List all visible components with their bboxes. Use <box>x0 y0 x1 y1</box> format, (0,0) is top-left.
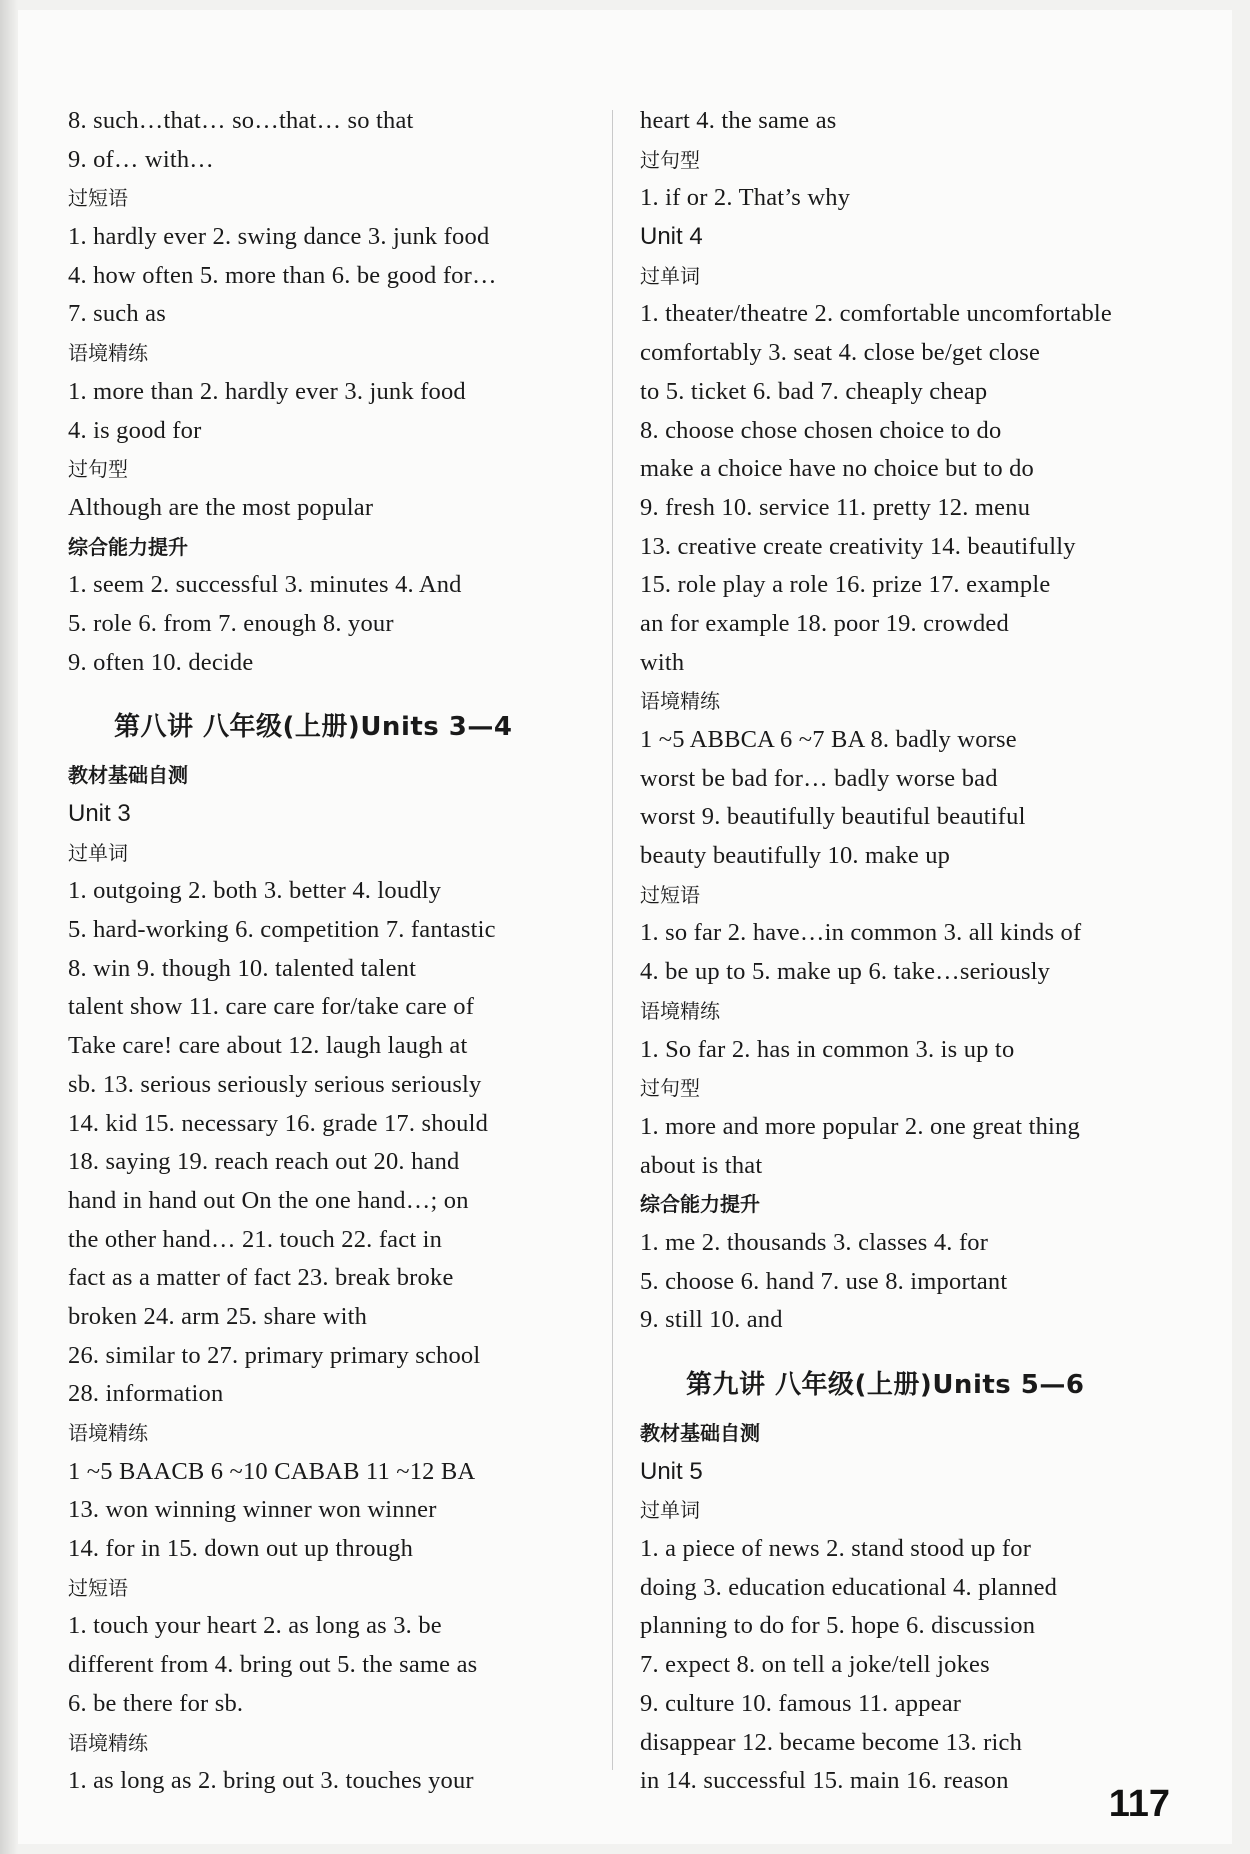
answer-line: 5. choose 6. hand 7. use 8. important <box>640 1267 1008 1295</box>
answer-line: 1. more and more popular 2. one great thing <box>640 1112 1080 1140</box>
answer-line: 1. me 2. thousands 3. classes 4. for <box>640 1228 989 1256</box>
answer-line: an for example 18. poor 19. crowded <box>640 609 1009 637</box>
answer-line: the other hand… 21. touch 22. fact in <box>68 1225 443 1253</box>
answer-line: beauty beautifully 10. make up <box>640 842 951 870</box>
answer-line: 1. outgoing 2. both 3. better 4. loudly <box>68 877 442 905</box>
answer-line: 14. kid 15. necessary 16. grade 17. should <box>68 1109 489 1137</box>
answer-line: worst be bad for… badly worse bad <box>640 764 998 792</box>
section-heading: 综合能力提升 <box>68 534 188 559</box>
answer-line: 26. similar to 27. primary primary school <box>68 1341 481 1369</box>
answer-line: 18. saying 19. reach reach out 20. hand <box>68 1148 460 1176</box>
answer-line: disappear 12. became become 13. rich <box>640 1728 1023 1756</box>
answer-line: 9. culture 10. famous 11. appear <box>640 1689 962 1717</box>
answer-line: 1. hardly ever 2. swing dance 3. junk food <box>68 223 490 251</box>
answer-line: fact as a matter of fact 23. break broke <box>68 1264 454 1292</box>
answer-line: 5. hard-working 6. competition 7. fantastic <box>68 916 496 944</box>
answer-line: 14. for in 15. down out up through <box>68 1535 414 1563</box>
answer-line: 9. of… with… <box>68 145 214 173</box>
left-column <box>68 102 608 1801</box>
answer-line: 9. still 10. and <box>640 1306 783 1334</box>
section-heading: 综合能力提升 <box>640 1192 760 1217</box>
binding-shadow <box>0 0 18 1854</box>
answer-line: different from 4. bring out 5. the same as <box>68 1651 478 1679</box>
section-label: 语境精练 <box>68 1421 148 1445</box>
right-column <box>640 102 1188 1801</box>
answer-line: 4. be up to 5. make up 6. take…seriously <box>640 958 1051 986</box>
answer-line: 13. creative create creativity 14. beautifully <box>640 532 1076 560</box>
section-label: 语境精练 <box>640 998 720 1023</box>
section-label: 过句型 <box>68 457 128 482</box>
answer-line: about is that <box>640 1151 763 1179</box>
section-label: 语境精练 <box>68 341 148 366</box>
answer-line: hand in hand out On the one hand…; on <box>68 1186 469 1214</box>
page-number: 117 <box>1108 1783 1170 1825</box>
answer-line: to 5. ticket 6. bad 7. cheaply cheap <box>640 377 988 405</box>
answer-line: 13. won winning winner won winner <box>68 1496 437 1524</box>
answer-line: 8. choose chose chosen choice to do <box>640 416 1002 444</box>
unit-label: Unit 5 <box>640 1457 703 1485</box>
answer-line: 9. often 10. decide <box>68 648 254 676</box>
section-heading: 教材基础自测 <box>68 763 188 788</box>
answer-line: 4. how often 5. more than 6. be good for… <box>68 261 497 289</box>
unit-label: Unit 4 <box>640 223 703 251</box>
section-label: 过单词 <box>68 840 128 865</box>
section-label: 语境精练 <box>68 1730 148 1755</box>
answer-line: with <box>640 648 685 676</box>
answer-line: planning to do for 5. hope 6. discussion <box>640 1612 1036 1640</box>
section-label: 语境精练 <box>640 689 720 714</box>
lecture-title: 第九讲 八年级(上册)Units 5—6 <box>686 1370 1085 1400</box>
answer-line: 1. theater/theatre 2. comfortable uncomfortable <box>640 300 1112 328</box>
answer-line: 28. information <box>68 1380 224 1408</box>
answer-line: doing 3. education educational 4. planned <box>640 1573 1058 1601</box>
answer-line: 5. role 6. from 7. enough 8. your <box>68 609 394 637</box>
answer-line: Although are the most popular <box>68 493 374 521</box>
answer-line: 1 ~5 BAACB 6 ~10 CABAB 11 ~12 BA <box>68 1457 476 1485</box>
column-divider <box>612 110 613 1770</box>
answer-line: 1. as long as 2. bring out 3. touches your <box>68 1767 474 1795</box>
section-heading: 教材基础自测 <box>640 1421 760 1445</box>
answer-line: 4. is good for <box>68 416 202 444</box>
answer-line: sb. 13. serious seriously serious seriously <box>68 1070 482 1098</box>
section-label: 过短语 <box>640 882 700 907</box>
answer-line: 1. So far 2. has in common 3. is up to <box>640 1035 1015 1063</box>
section-label: 过短语 <box>68 186 128 211</box>
answer-line: 7. such as <box>68 300 166 328</box>
section-label: 过单词 <box>640 263 700 288</box>
answer-line: 1. seem 2. successful 3. minutes 4. And <box>68 571 462 599</box>
answer-line: in 14. successful 15. main 16. reason <box>640 1767 1009 1795</box>
answer-line: 1. so far 2. have…in common 3. all kinds of <box>640 919 1082 947</box>
section-label: 过短语 <box>68 1575 128 1600</box>
answer-line: comfortably 3. seat 4. close be/get close <box>640 339 1041 367</box>
answer-line: 15. role play a role 16. prize 17. example <box>640 571 1051 599</box>
answer-line: 1. if or 2. That’s why <box>640 184 851 212</box>
unit-label: Unit 3 <box>68 800 131 827</box>
answer-line: worst 9. beautifully beautiful beautiful <box>640 803 1026 831</box>
section-label: 过句型 <box>640 147 700 172</box>
answer-line: 8. win 9. though 10. talented talent <box>68 954 417 982</box>
answer-line: Take care! care about 12. laugh laugh at <box>68 1032 468 1060</box>
answer-line: talent show 11. care care for/take care of <box>68 993 475 1021</box>
answer-line: make a choice have no choice but to do <box>640 455 1035 483</box>
answer-line: 7. expect 8. on tell a joke/tell jokes <box>640 1651 990 1679</box>
answer-line: heart 4. the same as <box>640 107 837 134</box>
section-label: 过句型 <box>640 1076 700 1101</box>
section-label: 过单词 <box>640 1498 700 1523</box>
answer-line: 1. a piece of news 2. stand stood up for <box>640 1535 1032 1563</box>
answer-line: 1. more than 2. hardly ever 3. junk food <box>68 377 466 405</box>
answer-line: 9. fresh 10. service 11. pretty 12. menu <box>640 493 1031 521</box>
answer-line: 6. be there for sb. <box>68 1689 244 1717</box>
answer-line: 1 ~5 ABBCA 6 ~7 BA 8. badly worse <box>640 726 1017 753</box>
answer-line: broken 24. arm 25. share with <box>68 1302 368 1330</box>
answer-line: 1. touch your heart 2. as long as 3. be <box>68 1612 442 1640</box>
book-page <box>18 10 1232 1844</box>
lecture-title: 第八讲 八年级(上册)Units 3—4 <box>114 712 513 743</box>
answer-line: 8. such…that… so…that… so that <box>68 107 414 134</box>
